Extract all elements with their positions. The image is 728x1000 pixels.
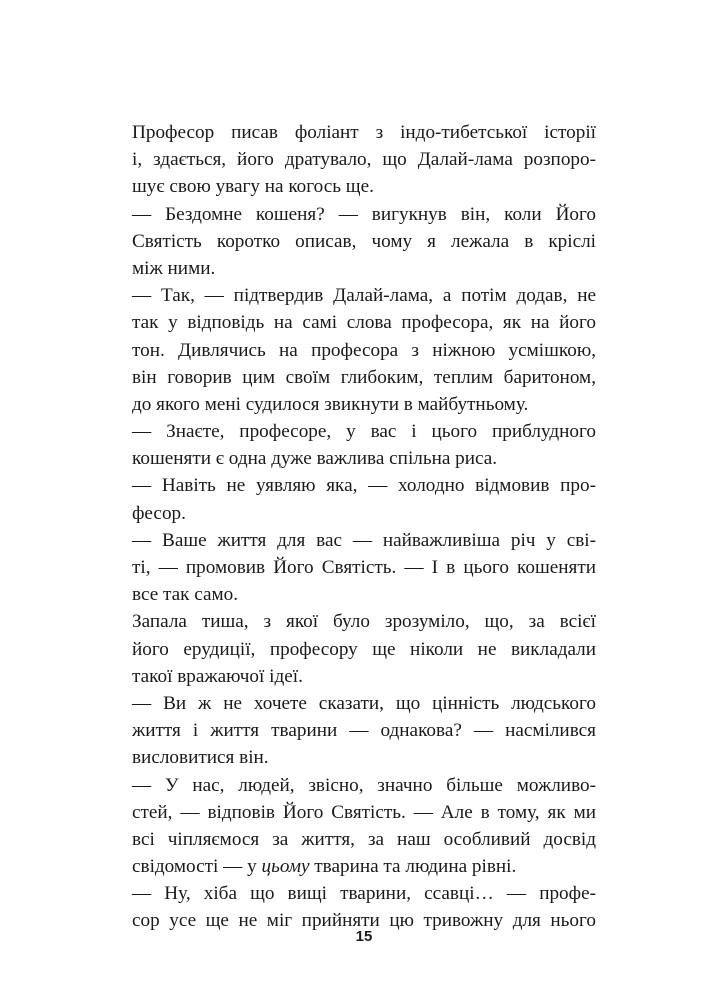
text-line: ті, — промовив Його Святість. — І в цього кошеняти [132, 557, 596, 578]
text-line: фесор. [132, 502, 186, 524]
text-line: — Ваше життя для вас — найважливіша річ у сві- [132, 529, 596, 551]
text-line: до якого мені судилося звикнути в майбутньому. [132, 393, 529, 415]
line-start: свідомості — у [132, 856, 262, 878]
text-line: все так само. [132, 584, 239, 606]
paragraph-3 [132, 282, 596, 418]
paragraph-7 [132, 608, 596, 690]
text-line: Професор писав фоліант з індо-тибетської історії [132, 122, 596, 143]
text-line: — Так, — підтвердив Далай-лама, а потім додав, не [132, 285, 596, 307]
text-line: висловитися він. [132, 747, 269, 769]
paragraph-9 [132, 772, 596, 881]
text-line-with-italic [132, 853, 596, 880]
text-line: тон. Дивлячись на професора з ніжною усмішкою, [132, 339, 596, 361]
paragraph-8 [132, 690, 596, 772]
paragraph-5 [132, 472, 596, 526]
italic-word: цьому [261, 856, 310, 878]
page-number: 15 [355, 928, 373, 945]
text-line: сор усе ще не міг прийняти цю тривожну для нього [132, 910, 596, 932]
text-line: всі чіпляємося за життя, за наш особливий досвід [132, 828, 596, 850]
text-line: і, здається, його дратувало, що Далай-лама розпоро- [132, 149, 596, 171]
paragraph-1 [132, 119, 596, 201]
paragraph-2 [132, 201, 596, 283]
text-line: — Ви ж не хочете сказати, що цінність людського [132, 692, 596, 714]
paragraph-4 [132, 418, 596, 472]
text-line: так у відповідь на самі слова професора, як на його [132, 312, 596, 334]
text-line: — Бездомне кошеня? — вигукнув він, коли Його [132, 203, 596, 225]
text-line: — У нас, людей, звісно, значно більше можливо- [132, 774, 596, 796]
text-line: такої вражаючої ідеї. [132, 665, 303, 687]
text-line: життя і життя тварини — однакова? — насмілився [132, 720, 596, 742]
text-line: його ерудиції, професору ще ніколи не викладали [132, 638, 596, 660]
paragraph-6 [132, 527, 596, 609]
paragraph-10 [132, 880, 596, 934]
text-line: — Навіть не уявляю яка, — холодно відмовив про- [132, 475, 596, 497]
text-line: він говорив цим своїм глибоким, теплим баритоном, [132, 366, 596, 388]
text-line: Святість коротко описав, чому я лежала в кріслі [132, 230, 596, 252]
text-line: — Ну, хіба що вищі тварини, ссавці… — профе- [132, 883, 596, 905]
text-line: шує свою увагу на когось ще. [132, 176, 374, 198]
text-line: — Знаєте, професоре, у вас і цього приблудного [132, 421, 596, 443]
line-end: тварина та людина рівні. [309, 856, 517, 878]
text-line: кошеняти є одна дуже важлива спільна риса. [132, 448, 498, 470]
body-text [132, 119, 596, 935]
text-line: між ними. [132, 257, 216, 279]
text-line: Запала тиша, з якої було зрозуміло, що, за всієї [132, 611, 596, 633]
text-line: стей, — відповів Його Святість. — Але в тому, як ми [132, 801, 596, 823]
